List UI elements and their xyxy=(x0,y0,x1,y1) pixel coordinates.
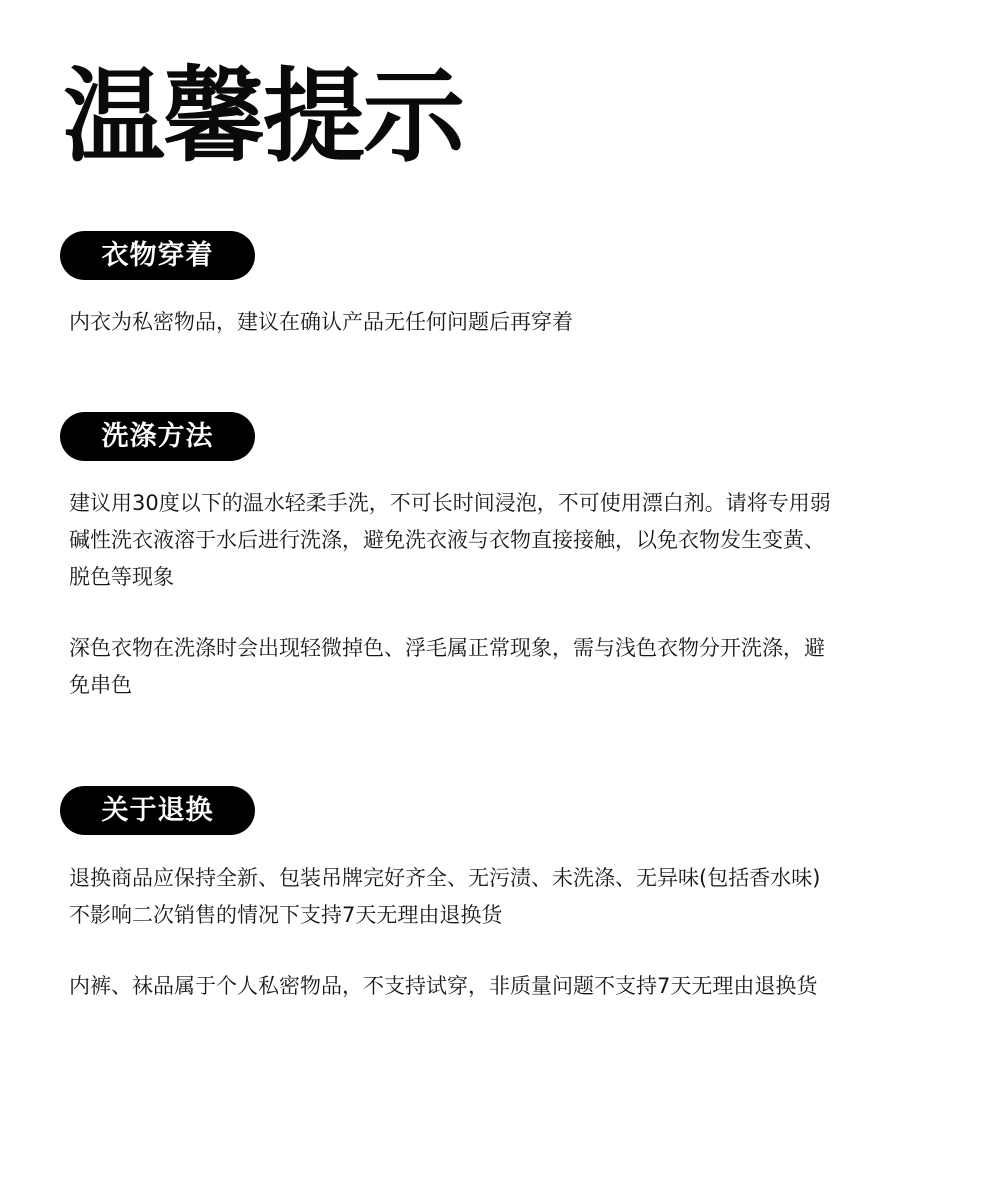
text-line: 内衣为私密物品，建议在确认产品无任何问题后再穿着 xyxy=(69,310,573,334)
text-line: 深色衣物在洗涤时会出现轻微掉色、浮毛属正常现象，需与浅色衣物分开洗涤，避 xyxy=(69,636,825,660)
text-line: 不影响二次销售的情况下支持7天无理由退换货 xyxy=(69,903,503,927)
clothing-wear-paragraph xyxy=(69,304,949,341)
text-line: 建议用30度以下的温水轻柔手洗，不可长时间浸泡，不可使用漂白剂。请将专用弱 xyxy=(69,491,831,515)
section-heading-returns: 关于退换 xyxy=(60,786,255,835)
text-line: 退换商品应保持全新、包装吊牌完好齐全、无污渍、未洗涤、无异味(包括香水味) xyxy=(69,866,821,890)
text-line: 内裤、袜品属于个人私密物品，不支持试穿，非质量问题不支持7天无理由退换货 xyxy=(69,974,818,998)
text-line: 免串色 xyxy=(69,673,132,697)
page-title: 温馨提示 xyxy=(63,58,463,177)
washing-method-paragraph-2 xyxy=(69,630,949,704)
text-line: 碱性洗衣液溶于水后进行洗涤，避免洗衣液与衣物直接接触，以免衣物发生变黄、 xyxy=(69,528,825,552)
washing-method-paragraph-1 xyxy=(69,485,949,596)
text-line: 脱色等现象 xyxy=(69,565,174,589)
returns-paragraph-1 xyxy=(69,860,949,934)
returns-paragraph-2 xyxy=(69,968,949,1005)
section-heading-clothing-wear: 衣物穿着 xyxy=(60,231,255,280)
section-heading-washing-method: 洗涤方法 xyxy=(60,412,255,461)
